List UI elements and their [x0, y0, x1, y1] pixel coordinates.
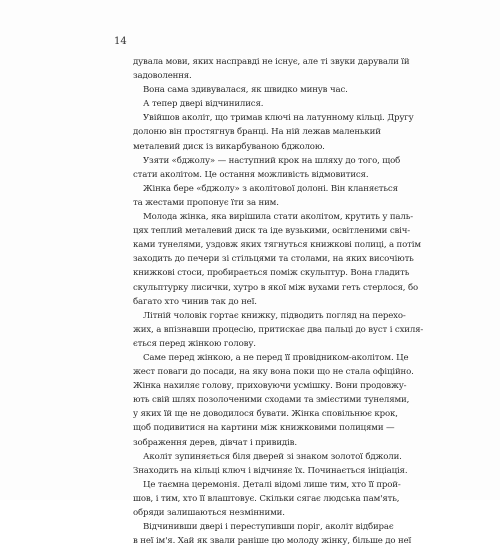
- text-line: стати аколітом. Це остання можливість відмовитися.: [133, 169, 369, 180]
- text-line: А тепер двері відчинилися.: [143, 99, 264, 110]
- text-line: Саме перед жінкою, а не перед її провідником-аколітом. Це: [143, 352, 409, 363]
- text-line: Жінка бере «бджолу» з аколітової долоні. Він кланяється: [143, 183, 398, 194]
- text-line: обряди залишаються незмінними.: [133, 508, 285, 518]
- text-line: Узяти «бджолу» — наступний крок на шляху до того, щоб: [143, 155, 401, 166]
- text-line: багато хто чинив так до неї.: [133, 296, 257, 307]
- text-line: зображення дерев, дівчат і привидів.: [133, 437, 297, 448]
- text-line: Аколіт зупиняється біля дверей зі знаком золотої бджоли.: [143, 451, 402, 462]
- text-line: долоню він простягнув бранці. На ній лежав маленький: [133, 127, 381, 138]
- text-line: дувала мови, яких насправді не існує, але ті звуки дарували їй: [133, 57, 410, 67]
- text-line: ється перед жінкою голову.: [133, 338, 256, 349]
- text-line: жих, а впізнавши процесію, притискає два пальці до вуст і схиля-: [133, 324, 424, 335]
- text-line: Жінка нахиляє голову, приховуючи усмішку. Вони продовжу-: [133, 381, 407, 392]
- text-line: скульптурку лисички, хутро в якої між вухами геть стерлося, бо: [133, 282, 418, 293]
- text-line: ками тунелями, уздовж яких тягнуться книжкові полиці, а потім: [133, 240, 421, 251]
- text-line: жест поваги до посади, на яку вона поки що не стала офіційно.: [133, 367, 414, 378]
- text-line: Відчинивши двері і переступивши поріг, аколіт відбирає: [143, 522, 394, 533]
- text-line: та жестами пропонує їти за ним.: [133, 197, 279, 208]
- page-number: 14: [114, 36, 127, 47]
- body-text: [133, 55, 424, 548]
- text-line: Літній чоловік гортає книжку, підводить погляд на перехо-: [143, 310, 406, 321]
- text-line: Знаходить на кільці ключ і відчиняє їх. Починається ініціація.: [133, 465, 408, 476]
- text-line: шов, і тим, хто її влаштовує. Скільки сягає людська пам'ять,: [133, 493, 400, 504]
- text-line: задоволення.: [133, 71, 192, 82]
- text-line: у яких їй ще не доводилося бувати. Жінка сповільнює крок,: [133, 409, 398, 420]
- text-line: цях теплий металевий диск та іде вузькими, освітленими свіч-: [133, 226, 411, 237]
- text-line: заходить до печери зі стільцями та столами, на яких височіють: [133, 254, 414, 265]
- text-line: Молода жінка, яка вирішила стати аколітом, крутить у паль-: [143, 212, 414, 223]
- text-line: металевий диск із викарбуваною бджолою.: [133, 141, 325, 152]
- text-line: книжкові стоси, пробирається поміж скульптур. Вона гладить: [133, 268, 410, 279]
- text-line: ють свій шлях позолоченими сходами та змієстими тунелями,: [133, 395, 410, 406]
- text-line: Увійшов аколіт, що тримав ключі на латунному кільці. Другу: [143, 113, 414, 124]
- text-line: Вона сама здивувалася, як швидко минув час.: [143, 85, 348, 96]
- text-line: щоб подивитися на картини між книжковими полицями —: [133, 423, 395, 434]
- text-line: в неї ім'я. Хай як звали раніше цю молоду жінку, більше до неї: [133, 536, 412, 547]
- text-line: Це таємна церемонія. Деталі відомі лише тим, хто її прой-: [143, 479, 401, 490]
